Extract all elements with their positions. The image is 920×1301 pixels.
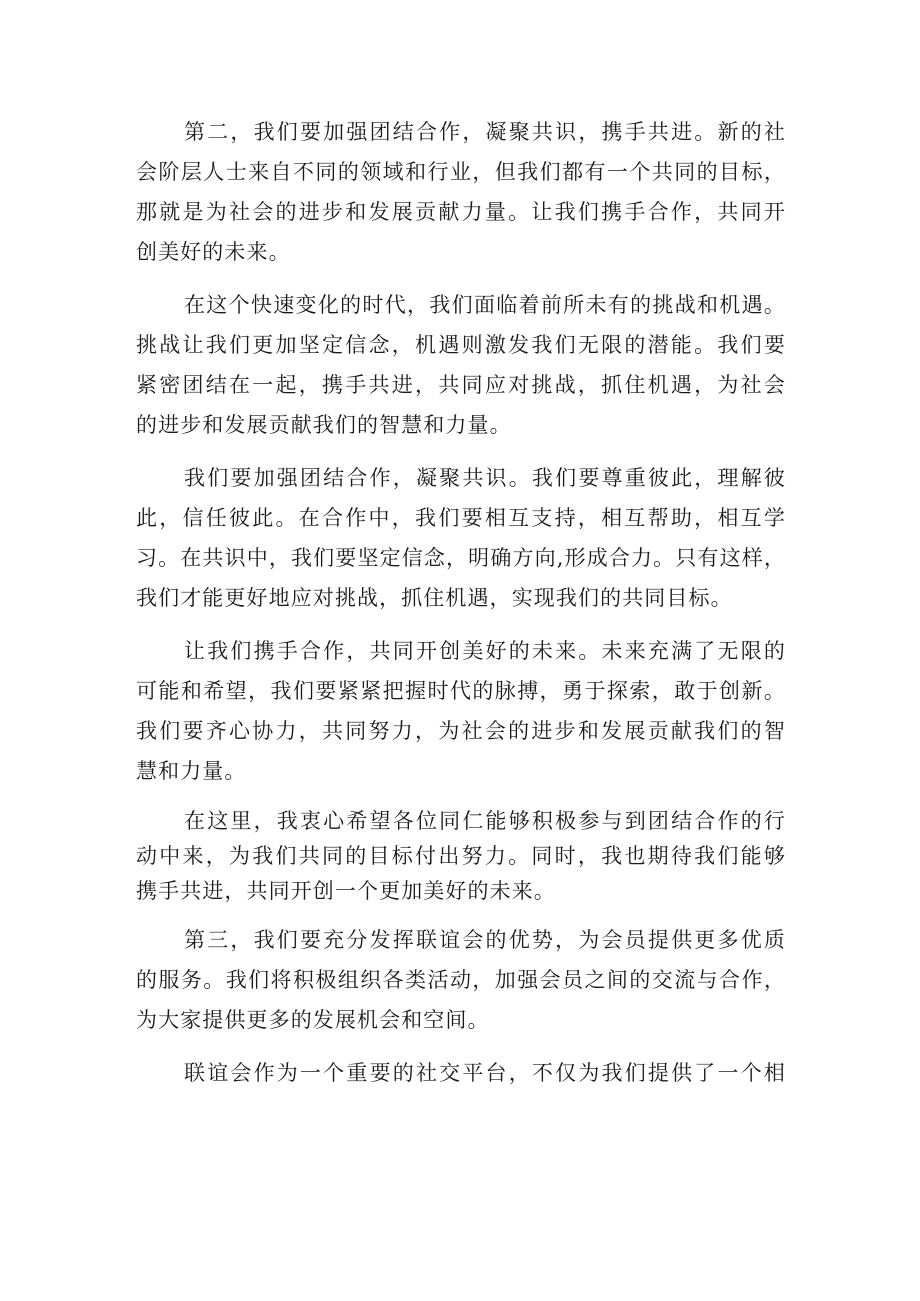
paragraph-line: 此，信任彼此。在合作中，我们要相互支持，相互帮助，相互学	[136, 506, 786, 530]
paragraph-line: 习。在共识中，我们要坚定信念，明确方向,形成合力。只有这样，	[136, 546, 786, 570]
paragraph-line: 联谊会作为一个重要的社交平台，不仅为我们提供了一个相	[184, 1061, 786, 1085]
paragraph-line: 我们要加强团结合作，凝聚共识。我们要尊重彼此，理解彼	[184, 466, 786, 490]
paragraph-line: 的进步和发展贡献我们的智慧和力量。	[136, 413, 512, 437]
paragraph-4	[136, 631, 786, 791]
paragraph-line: 那就是为社会的进步和发展贡献力量。让我们携手合作，共同开	[136, 200, 786, 224]
paragraph-line: 会阶层人士来自不同的领域和行业，但我们都有一个共同的目标，	[136, 160, 786, 184]
paragraph-3	[136, 458, 786, 618]
paragraph-line: 挑战让我们更加坚定信念，机遇则激发我们无限的潜能。我们要	[136, 333, 786, 357]
paragraph-2	[136, 285, 786, 445]
paragraph-line: 动中来，为我们共同的目标付出努力。同时，我也期待我们能够	[136, 844, 786, 868]
paragraph-line: 第二，我们要加强团结合作，凝聚共识，携手共进。新的社	[184, 120, 786, 144]
paragraph-6	[136, 920, 786, 1040]
paragraph-line: 创美好的未来。	[136, 240, 291, 264]
paragraph-5	[136, 804, 786, 909]
paragraph-line: 慧和力量。	[136, 759, 247, 783]
paragraph-line: 在这个快速变化的时代，我们面临着前所未有的挑战和机遇。	[184, 293, 786, 317]
paragraph-line: 我们要齐心协力，共同努力，为社会的进步和发展贡献我们的智	[136, 719, 786, 743]
paragraph-line: 紧密团结在一起，携手共进，共同应对挑战，抓住机遇，为社会	[136, 373, 786, 397]
paragraph-line: 为大家提供更多的发展机会和空间。	[136, 1008, 490, 1032]
paragraph-line: 让我们携手合作，共同开创美好的未来。未来充满了无限的	[184, 639, 786, 663]
paragraph-line: 第三，我们要充分发挥联谊会的优势，为会员提供更多优质	[184, 928, 786, 952]
paragraph-line: 我们才能更好地应对挑战，抓住机遇，实现我们的共同目标。	[136, 586, 733, 610]
paragraph-line: 的服务。我们将积极组织各类活动，加强会员之间的交流与合作，	[136, 968, 786, 992]
paragraph-1	[136, 112, 786, 272]
document-page	[136, 112, 786, 1093]
paragraph-line: 在这里，我衷心希望各位同仁能够积极参与到团结合作的行	[184, 809, 786, 833]
paragraph-line: 携手共进，共同开创一个更加美好的未来。	[136, 879, 556, 903]
paragraph-7	[136, 1053, 786, 1093]
paragraph-line: 可能和希望，我们要紧紧把握时代的脉搏，勇于探索，敢于创新。	[136, 679, 786, 703]
